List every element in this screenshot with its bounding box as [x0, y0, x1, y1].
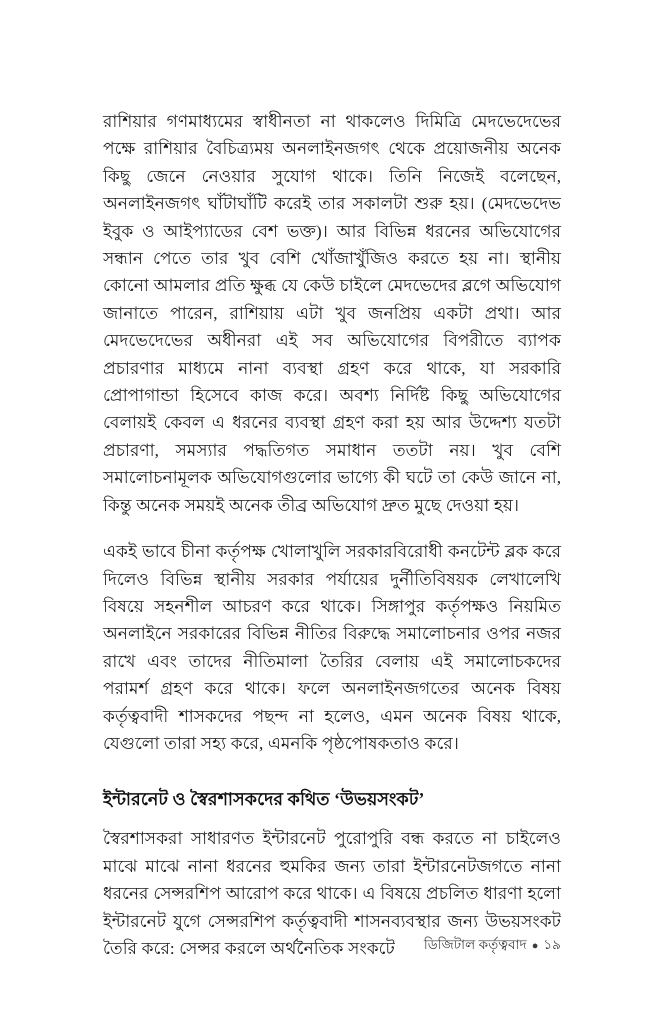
body-paragraph-3: স্বৈরশাসকরা সাধারণত ইন্টারনেট পুরোপুরি বন্ধ করতে না চাইলেও মাঝে মাঝে নানা ধরনের হুমকির জন্য তারা ইন্টারনেটজগতে নানা ধরনের সেন্সরশিপ আরোপ করে থাকে। এ বিষয়ে প্রচলিত ধারণা হলো ইন্টারনেট যুগে সেন্সরশিপ কর্তৃত্ববাদী শাসনব্যবস্থার জন্য উভয়সংকট তৈরি করে: সেন্সর করলে অর্থনৈতিক সংকটে: [103, 829, 561, 958]
footer-book-title: ডিজিটাল কর্তৃত্ববাদ: [423, 937, 527, 952]
page-footer: [103, 936, 561, 955]
section-heading: ইন্টারনেট ও স্বৈরশাসকদের কথিত ‘উভয়সংকট’: [103, 789, 425, 810]
body-paragraph-1: রাশিয়ার গণমাধ্যমের স্বাধীনতা না থাকলেও দিমিত্রি মেদভেদেভের পক্ষে রাশিয়ার বৈচিত্র্যময় অনলাইনজগৎ থেকে প্রয়োজনীয় অনেক কিছু জেনে নেওয়ার সুযোগ থাকে। তিনি নিজেই বলেছেন, অনলাইনজগৎ ঘাঁটাঘাঁটি করেই তার সকালটা শুরু হয়। (মেদভেদেভ ইবুক ও আইপ্যাডের বেশ ভক্ত)। আর বিভিন্ন ধরনের অভিযোগের সন্ধান পেতে তার খুব বেশি খোঁজাখুঁজিও করতে হয় না। স্থানীয় কোনো আমলার প্রতি ক্ষুব্ধ যে কেউ চাইলে মেদভেদের ব্লগে অভিযোগ জানাতে পারেন, রাশিয়ায় এটা খুব জনপ্রিয় একটা প্রথা। আর মেদভেদেভের অধীনরা এই সব অভিযোগের বিপরীতে ব্যাপক প্রচারণার মাধ্যমে নানা ব্যবস্থা গ্রহণ করে থাকে, যা সরকারি প্রোপাগান্ডা হিসেবে কাজ করে। অবশ্য নির্দিষ্ট কিছু অভিযোগের বেলায়ই কেবল এ ধরনের ব্যবস্থা গ্রহণ করা হয় আর উদ্দেশ্য যতটা প্রচারণা, সমস্যার পদ্ধতিগত সমাধান ততটা নয়। খুব বেশি সমালোচনামূলক অভিযোগগুলোর ভাগ্যে কী ঘটে তা কেউ জানে না, কিন্তু অনেক সময়ই অনেক তীব্র অভিযোগ দ্রুত মুছে দেওয়া হয়।: [103, 112, 561, 515]
footer-page-number: ১৯: [543, 937, 561, 952]
body-paragraph-2: একই ভাবে চীনা কর্তৃপক্ষ খোলাখুলি সরকারবিরোধী কনটেন্ট ব্লক করে দিলেও বিভিন্ন স্থানীয় সরকার পর্যায়ের দুর্নীতিবিষয়ক লেখালেখি বিষয়ে সহনশীল আচরণ করে থাকে। সিঙ্গাপুর কর্তৃপক্ষও নিয়মিত অনলাইনে সরকারের বিভিন্ন নীতির বিরুদ্ধে সমালোচনার ওপর নজর রাখে এবং তাদের নীতিমালা তৈরির বেলায় এই সমালোচকদের পরামর্শ গ্রহণ করে থাকে। ফলে অনলাইনজগতের অনেক বিষয় কর্তৃত্ববাদী শাসকদের পছন্দ না হলেও, এমন অনেক বিষয় থাকে, যেগুলো তারা সহ্য করে, এমনকি পৃষ্ঠপোষকতাও করে।: [103, 542, 561, 753]
page-text-block: [103, 108, 561, 962]
footer-separator-dot-icon: ●: [531, 939, 539, 952]
